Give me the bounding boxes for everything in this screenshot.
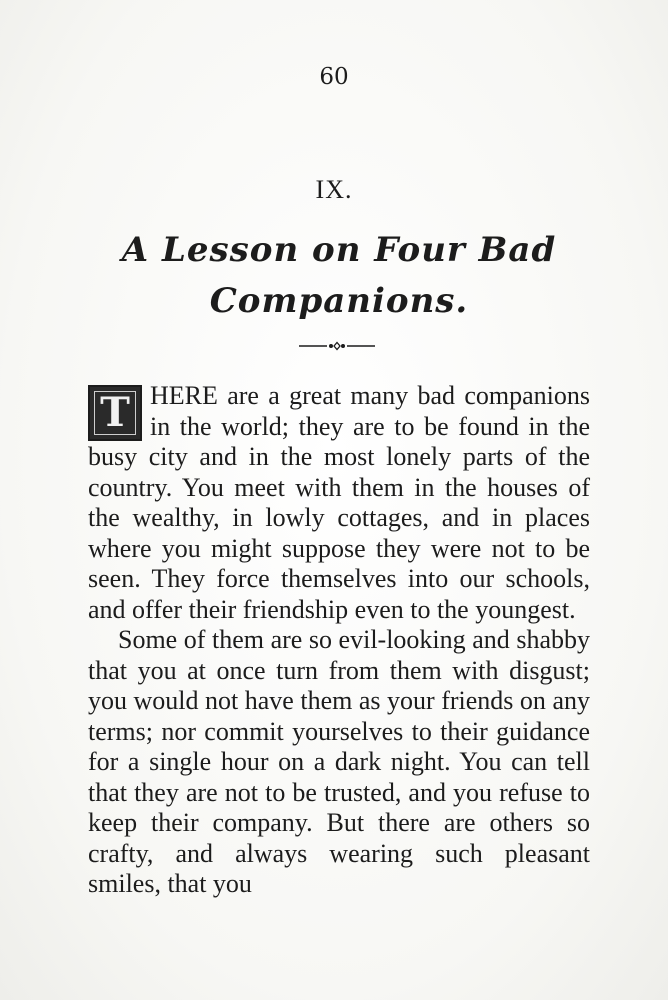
opening-word: HERE [150, 381, 218, 410]
chapter-title-line-1: A Lesson on Four Bad [121, 230, 557, 270]
drop-cap-frame [94, 391, 136, 435]
page-number: 60 [319, 64, 349, 90]
chapter-title-line-2: Companions. [209, 281, 469, 321]
paragraph-2: Some of them are so evil-looking and shabby that you at once turn from them with disgust; you would not have them as your friends on any terms; nor commit yourselves to their guidance for a single hour on a dark night. You can tell that they are not to be trusted, and you refuse to keep their company. But there are others so crafty, and always wearing such pleasant smiles, that you [88, 625, 590, 898]
paragraph-1 [88, 381, 590, 625]
chapter-number: IX. [315, 175, 353, 204]
drop-cap-letter: T [100, 389, 130, 436]
paragraph-1-text: are a great many bad companions in the world; they are to be found in the busy city and in the most lonely parts of the country. You meet with them in the houses of the wealthy, in lowly cottages, and in places where you might suppose they were not to be seen. They force themselves into our schools, and offer their friendship even to the youngest. [88, 381, 590, 624]
fleuron-rule-icon [297, 338, 377, 354]
body-text [88, 381, 590, 900]
drop-cap-initial [88, 385, 142, 441]
